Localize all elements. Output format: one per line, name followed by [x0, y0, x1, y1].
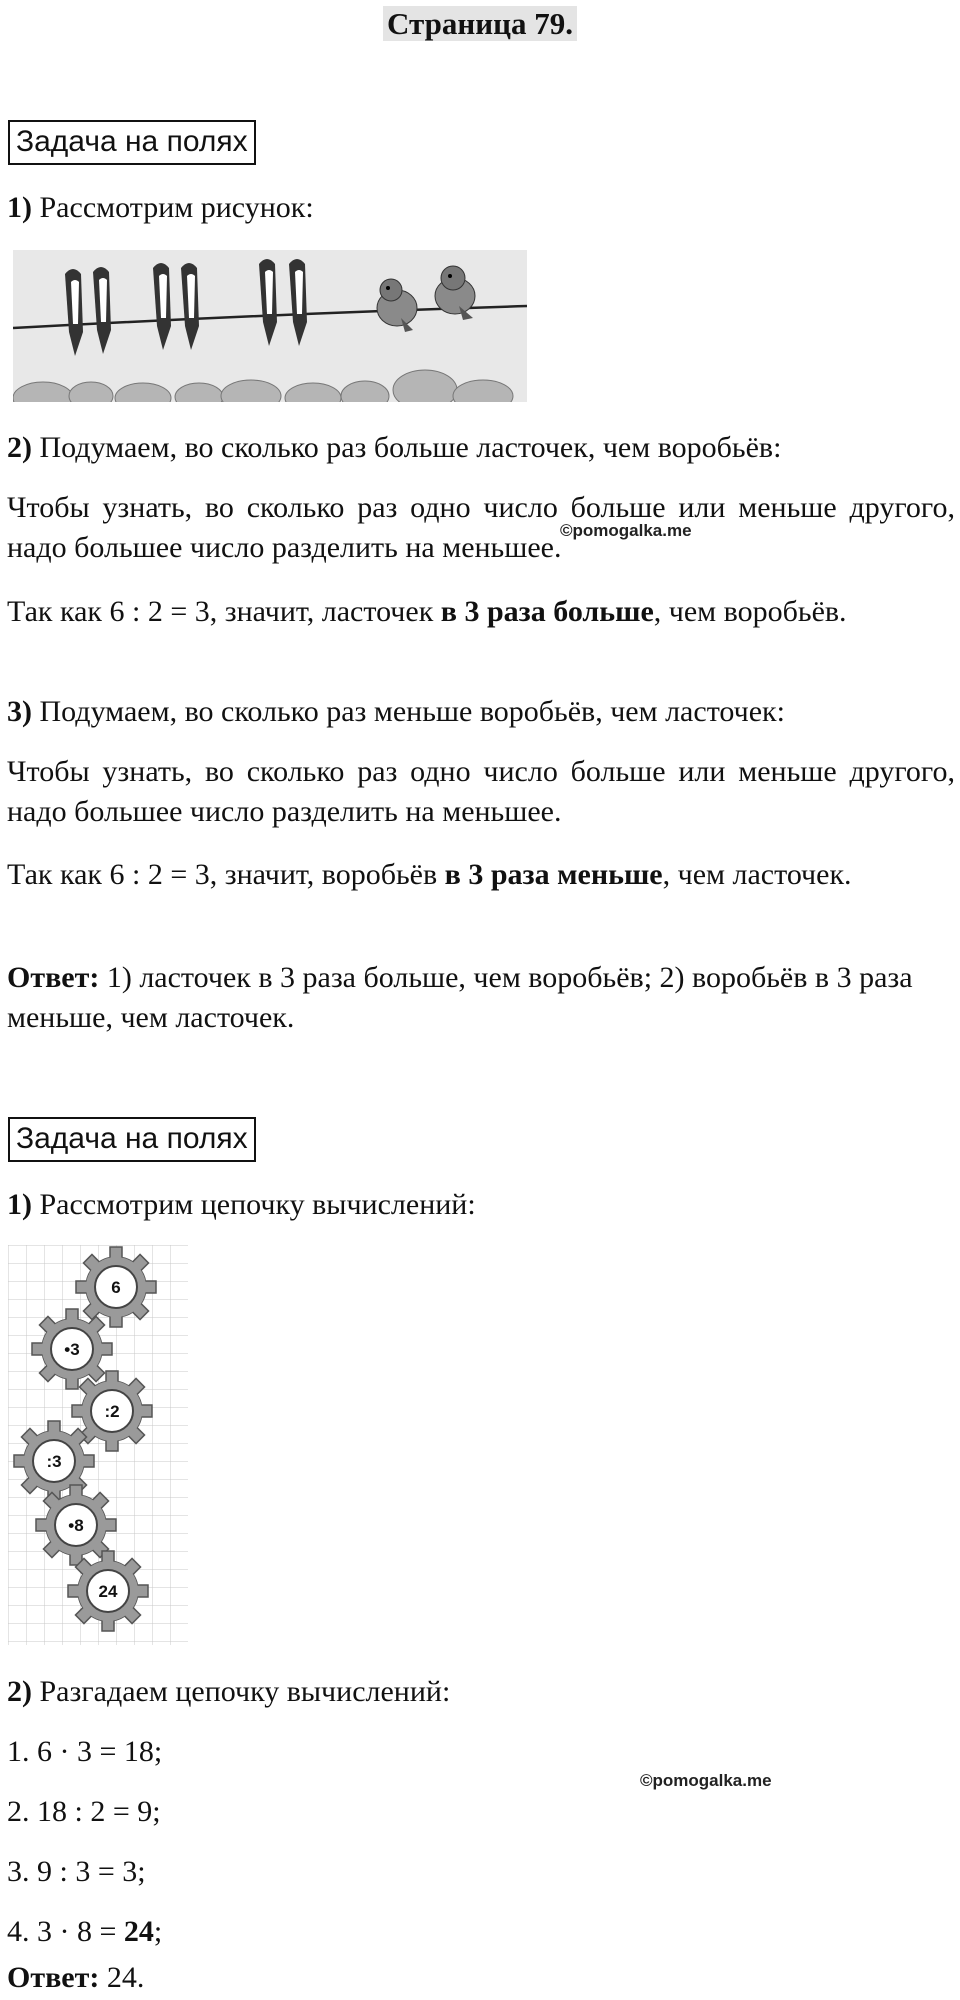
task1-label: Задача на полях: [8, 120, 256, 165]
task1-step2: [7, 428, 955, 468]
gear-label-1: 6: [111, 1278, 121, 1297]
task2-calc-4-pre: 4. 3 · 8 =: [7, 1915, 124, 1948]
task1-step2-text: Подумаем, во сколько раз больше ласточек, чем воробьёв:: [32, 431, 782, 464]
task2-answer-label: Ответ:: [7, 1961, 100, 1994]
task2-calc-1: 1. 6 · 3 = 18;: [7, 1735, 163, 1768]
task1-answer-text: 1) ласточек в 3 раза больше, чем воробьёв; 2) воробьёв в 3 раза меньше, чем ласточек.: [7, 961, 913, 1034]
task2-calc-4-bold: 24: [123, 1915, 154, 1948]
task1-calc-a-post: , чем воробьёв.: [653, 595, 847, 628]
task2-step2-text: Разгадаем цепочку вычислений:: [32, 1675, 451, 1708]
watermark: ©pomogalka.me: [560, 521, 692, 540]
gear-label-3: :2: [104, 1402, 120, 1421]
task1-step1-text: Рассмотрим рисунок:: [32, 191, 314, 224]
task2-calc-4: [7, 1912, 955, 1952]
task1-step1-num: 1): [7, 191, 32, 224]
page-title: Страница 79.: [383, 6, 577, 41]
task1-answer: [7, 958, 955, 1038]
task2-label: Задача на полях: [8, 1117, 256, 1162]
task2-calc-3: 3. 9 : 3 = 3;: [7, 1855, 146, 1888]
task1-calc-b: [7, 855, 955, 895]
task1-step3-num: 3): [7, 695, 32, 728]
task1-calc-b-pre: Так как 6 : 2 = 3, значит, воробьёв: [7, 858, 445, 891]
task1-calc-a-pre: Так как 6 : 2 = 3, значит, ласточек: [7, 595, 441, 628]
task1-calc-a: [7, 592, 955, 632]
task2-step2: [7, 1672, 955, 1712]
task2-step1: [7, 1185, 955, 1225]
task1-step1: [7, 188, 955, 228]
task1-calc-b-post: , чем ласточек.: [662, 858, 852, 891]
task1-rule-b: Чтобы узнать, во сколько раз одно число больше или меньше другого, надо большее число разделить на меньшее.: [7, 755, 955, 828]
task1-calc-b-bold: в 3 раза меньше: [444, 858, 663, 891]
task2-answer: [7, 1958, 955, 1998]
task2-calc-2: 2. 18 : 2 = 9;: [7, 1795, 161, 1828]
gear-label-2: •3: [64, 1340, 80, 1359]
task1-step2-num: 2): [7, 431, 32, 464]
watermark: ©pomogalka.me: [640, 1771, 772, 1790]
gear-label-4: :3: [46, 1452, 62, 1471]
page-title-wrap: [0, 6, 960, 42]
task1-step3-text: Подумаем, во сколько раз меньше воробьёв, чем ласточек:: [32, 695, 785, 728]
birds-on-wire-picture: [13, 250, 527, 402]
gears-chain-picture: [8, 1245, 188, 1645]
task1-calc-a-bold: в 3 раза больше: [440, 595, 654, 628]
task1-step3: [7, 692, 955, 732]
task2-step2-num: 2): [7, 1675, 32, 1708]
gear-label-5: •8: [68, 1516, 84, 1535]
task1-answer-label: Ответ:: [7, 961, 100, 994]
task2-step1-num: 1): [7, 1188, 32, 1221]
task2-calc-4-post: ;: [153, 1915, 163, 1948]
task1-rule-a: Чтобы узнать, во сколько раз одно число больше или меньше другого, надо большее число разделить на меньшее.: [7, 491, 955, 564]
task2-answer-text: 24.: [99, 1961, 145, 1994]
task2-step1-text: Рассмотрим цепочку вычислений:: [32, 1188, 476, 1221]
gear-label-6: 24: [98, 1582, 118, 1601]
